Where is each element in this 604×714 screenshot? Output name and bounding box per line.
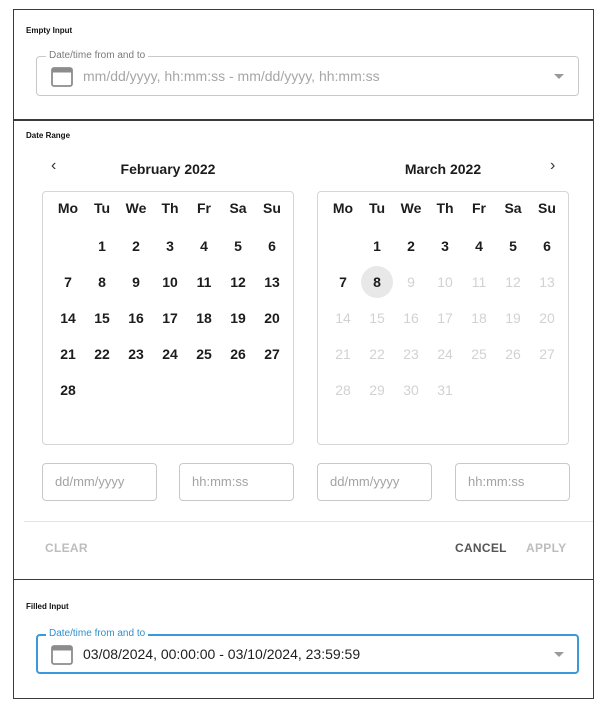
day-cell[interactable] — [221, 228, 255, 264]
weekday-label: Su — [263, 200, 281, 216]
day-cell[interactable] — [360, 228, 394, 264]
day-number: 4 — [200, 238, 208, 254]
placeholder-text: mm/dd/yyyy, hh:mm:ss - mm/dd/yyyy, hh:mm:ss — [83, 68, 380, 84]
caret-down-icon[interactable] — [554, 652, 564, 657]
weekday-label: Mo — [332, 200, 354, 216]
chevron-right-icon[interactable]: › — [550, 157, 556, 174]
empty-day-cell — [119, 372, 153, 408]
empty-day-cell — [530, 372, 564, 408]
day-number: 22 — [94, 346, 110, 362]
day-cell — [428, 372, 462, 408]
day-cell[interactable] — [187, 300, 221, 336]
calendar-icon — [51, 66, 73, 87]
day-cell[interactable] — [153, 336, 187, 372]
day-cell — [360, 336, 394, 372]
day-cell[interactable] — [221, 300, 255, 336]
calendar-february — [42, 191, 294, 445]
field-value: 03/08/2024, 00:00:00 - 03/10/2024, 23:59:59 — [83, 646, 361, 662]
day-cell[interactable] — [85, 228, 119, 264]
section-title-empty: Empty Input — [26, 26, 73, 35]
day-number: 16 — [128, 310, 144, 326]
day-cell[interactable] — [85, 336, 119, 372]
empty-day-cell — [85, 372, 119, 408]
day-cell[interactable] — [153, 264, 187, 300]
empty-day-cell — [153, 372, 187, 408]
day-cell — [530, 336, 564, 372]
weekday-label: Fr — [472, 200, 486, 216]
day-cell[interactable] — [85, 300, 119, 336]
day-number: 1 — [98, 238, 106, 254]
day-number: 14 — [60, 310, 76, 326]
day-cell — [394, 336, 428, 372]
day-cell — [394, 300, 428, 336]
field-label: Date/time from and to — [46, 628, 148, 640]
day-number: 15 — [94, 310, 110, 326]
day-number: 24 — [437, 346, 453, 362]
day-cell — [428, 336, 462, 372]
day-cell-selected[interactable] — [360, 264, 394, 300]
day-cell[interactable] — [221, 264, 255, 300]
day-number: 28 — [60, 382, 76, 398]
weekday-label: Th — [161, 200, 179, 216]
empty-input-panel — [13, 9, 594, 120]
field-label: Date/time from and to — [46, 50, 148, 62]
weekday-header — [326, 200, 562, 216]
weekday-label: Tu — [368, 200, 386, 216]
month-title-left: February 2022 — [120, 161, 216, 177]
day-number: 8 — [98, 274, 106, 290]
day-number: 10 — [437, 274, 453, 290]
day-number: 2 — [407, 238, 415, 254]
day-number: 9 — [407, 274, 415, 290]
day-number: 23 — [128, 346, 144, 362]
day-cell[interactable] — [153, 300, 187, 336]
date-range-field-filled[interactable] — [36, 628, 579, 674]
day-cell[interactable] — [255, 336, 289, 372]
date-range-field-empty[interactable] — [36, 50, 579, 96]
day-cell — [530, 264, 564, 300]
day-cell[interactable] — [187, 264, 221, 300]
day-cell[interactable] — [153, 228, 187, 264]
day-number: 13 — [539, 274, 555, 290]
day-number: 27 — [264, 346, 280, 362]
day-number: 14 — [335, 310, 351, 326]
day-cell — [428, 300, 462, 336]
empty-day-cell — [496, 372, 530, 408]
day-cell[interactable] — [394, 228, 428, 264]
filled-input-panel — [13, 579, 594, 699]
day-cell[interactable] — [255, 264, 289, 300]
day-number: 19 — [505, 310, 521, 326]
day-number: 19 — [230, 310, 246, 326]
day-number: 16 — [403, 310, 419, 326]
day-number: 11 — [471, 274, 487, 290]
day-grid — [326, 228, 562, 408]
day-number: 29 — [369, 382, 385, 398]
day-number: 18 — [196, 310, 212, 326]
day-cell[interactable] — [187, 228, 221, 264]
empty-day-cell — [51, 228, 85, 264]
day-cell[interactable] — [119, 264, 153, 300]
section-title-range: Date Range — [26, 131, 71, 140]
day-cell[interactable] — [326, 264, 360, 300]
clear-button[interactable]: CLEAR — [45, 541, 88, 555]
day-cell[interactable] — [119, 300, 153, 336]
start-date-input[interactable]: dd/mm/yyyy — [42, 463, 157, 501]
day-cell — [462, 336, 496, 372]
day-cell[interactable] — [51, 372, 85, 408]
day-number: 17 — [162, 310, 178, 326]
end-date-input[interactable]: dd/mm/yyyy — [317, 463, 432, 501]
weekday-label: Sa — [504, 200, 522, 216]
day-number: 18 — [471, 310, 487, 326]
empty-day-cell — [255, 372, 289, 408]
day-cell[interactable] — [85, 264, 119, 300]
weekday-label: We — [400, 200, 422, 216]
calendar-icon — [51, 644, 73, 665]
day-number: 11 — [196, 274, 212, 290]
weekday-label: Sa — [229, 200, 247, 216]
day-cell[interactable] — [255, 228, 289, 264]
chevron-left-icon[interactable]: ‹ — [51, 157, 57, 174]
day-number: 2 — [132, 238, 140, 254]
day-cell[interactable] — [119, 336, 153, 372]
day-number: 24 — [162, 346, 178, 362]
day-cell — [394, 372, 428, 408]
day-cell — [496, 336, 530, 372]
day-number: 4 — [475, 238, 483, 254]
day-number: 8 — [361, 266, 393, 298]
section-title-filled: Filled Input — [26, 602, 69, 611]
day-number: 6 — [268, 238, 276, 254]
day-number: 3 — [441, 238, 449, 254]
month-title-right: March 2022 — [404, 161, 482, 177]
day-number: 25 — [196, 346, 212, 362]
end-time-input[interactable]: hh:mm:ss — [455, 463, 570, 501]
day-number: 7 — [339, 274, 347, 290]
day-cell[interactable] — [462, 228, 496, 264]
day-number: 1 — [373, 238, 381, 254]
day-number: 5 — [509, 238, 517, 254]
day-cell — [326, 372, 360, 408]
day-number: 31 — [437, 382, 453, 398]
day-cell — [496, 264, 530, 300]
day-number: 5 — [234, 238, 242, 254]
empty-day-cell — [462, 372, 496, 408]
day-number: 30 — [403, 382, 419, 398]
cancel-button[interactable]: CANCEL — [455, 541, 507, 555]
day-number: 23 — [403, 346, 419, 362]
day-number: 6 — [543, 238, 551, 254]
day-cell[interactable] — [51, 336, 85, 372]
day-number: 13 — [264, 274, 280, 290]
day-number: 20 — [539, 310, 555, 326]
apply-button[interactable]: APPLY — [526, 541, 567, 555]
weekday-label: Fr — [197, 200, 211, 216]
day-number: 20 — [264, 310, 280, 326]
day-cell — [326, 336, 360, 372]
day-cell[interactable] — [51, 264, 85, 300]
day-number: 7 — [64, 274, 72, 290]
day-number: 12 — [230, 274, 246, 290]
empty-day-cell — [221, 372, 255, 408]
day-number: 12 — [505, 274, 521, 290]
day-number: 28 — [335, 382, 351, 398]
day-number: 3 — [166, 238, 174, 254]
empty-day-cell — [326, 228, 360, 264]
weekday-header — [51, 200, 287, 216]
day-number: 10 — [162, 274, 178, 290]
day-number: 22 — [369, 346, 385, 362]
day-number: 17 — [437, 310, 453, 326]
day-number: 26 — [505, 346, 521, 362]
day-cell[interactable] — [221, 336, 255, 372]
day-number: 15 — [369, 310, 385, 326]
empty-day-cell — [187, 372, 221, 408]
weekday-label: Mo — [57, 200, 79, 216]
day-cell — [462, 300, 496, 336]
start-time-input[interactable]: hh:mm:ss — [179, 463, 294, 501]
day-cell — [360, 372, 394, 408]
day-number: 25 — [471, 346, 487, 362]
day-number: 9 — [132, 274, 140, 290]
weekday-label: Th — [436, 200, 454, 216]
day-grid — [51, 228, 287, 408]
day-cell — [428, 264, 462, 300]
day-number: 21 — [60, 346, 76, 362]
weekday-label: We — [125, 200, 147, 216]
day-cell[interactable] — [187, 336, 221, 372]
day-number: 27 — [539, 346, 555, 362]
day-cell — [326, 300, 360, 336]
day-cell — [360, 300, 394, 336]
day-cell[interactable] — [51, 300, 85, 336]
day-cell — [530, 300, 564, 336]
weekday-label: Su — [538, 200, 556, 216]
day-cell — [394, 264, 428, 300]
weekday-label: Tu — [93, 200, 111, 216]
day-cell[interactable] — [428, 228, 462, 264]
day-cell[interactable] — [496, 228, 530, 264]
day-cell — [462, 264, 496, 300]
divider — [24, 521, 593, 522]
date-range-panel — [13, 120, 594, 580]
day-number: 21 — [335, 346, 351, 362]
day-number: 26 — [230, 346, 246, 362]
day-cell — [496, 300, 530, 336]
day-cell[interactable] — [119, 228, 153, 264]
caret-down-icon[interactable] — [554, 74, 564, 79]
day-cell[interactable] — [255, 300, 289, 336]
calendar-march — [317, 191, 569, 445]
day-cell[interactable] — [530, 228, 564, 264]
